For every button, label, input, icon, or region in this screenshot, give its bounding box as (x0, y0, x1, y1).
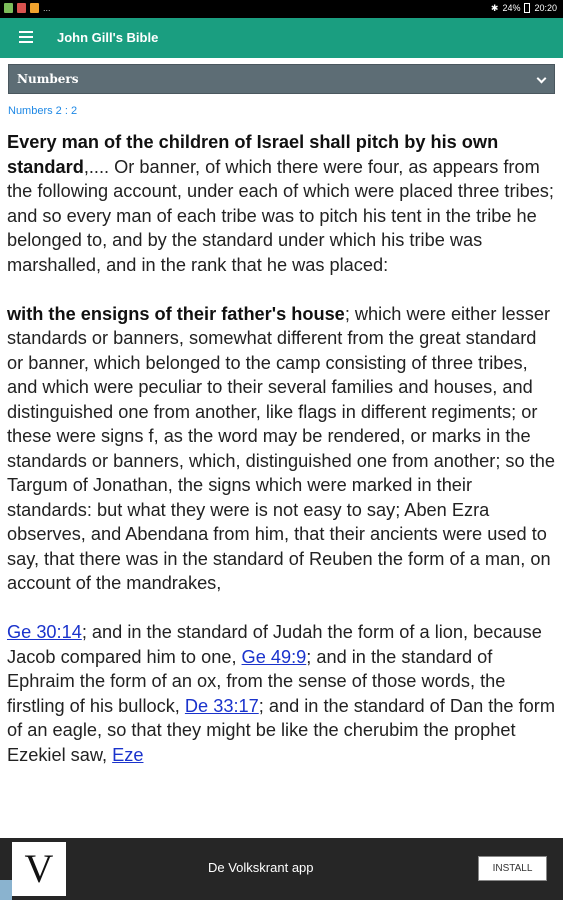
book-select-value: Numbers (17, 72, 79, 86)
commentary-body: ; and in the standard of Dan the form of an eagle, so that they might be like the cherubim the prophet Ezekiel saw, (7, 695, 555, 765)
app-bar (0, 18, 563, 58)
status-bar (0, 0, 563, 18)
commentary-body: ; and in the standard of Judah the form of a lion, because Jacob compared him to one, (7, 622, 542, 667)
app-title: John Gill's Bible (57, 30, 159, 45)
ad-title[interactable]: De Volkskrant app (208, 860, 314, 875)
install-button[interactable]: INSTALL (478, 856, 547, 881)
scripture-link-ge-49-9[interactable]: Ge 49:9 (241, 646, 307, 667)
more-notifications: ... (43, 3, 51, 13)
scripture-link-de-33-17[interactable]: De 33:17 (184, 695, 259, 716)
gallery-icon (4, 3, 13, 13)
status-left (4, 3, 51, 13)
ad-choices-icon[interactable] (0, 880, 12, 900)
bluetooth-icon: ✱ (490, 3, 499, 13)
commentary-text (7, 130, 557, 836)
verse-phrase: with the ensigns of their father's house (7, 303, 345, 324)
ad-logo[interactable] (12, 842, 66, 896)
ad-banner[interactable] (0, 838, 563, 900)
scripture-link-ge-30-14[interactable]: Ge 30:14 (7, 622, 82, 642)
commentary-paragraph (7, 302, 557, 596)
book-select[interactable] (8, 64, 555, 94)
commentary-body: ; and in the standard of Ephraim the form of an ox, from the sense of those words, the firstling of his bullock, (7, 646, 506, 716)
menu-icon[interactable] (19, 31, 33, 43)
battery-percent: 24% (502, 3, 521, 13)
status-right (491, 3, 557, 13)
mail-icon (17, 3, 26, 13)
notification-icon (30, 3, 39, 13)
battery-icon (524, 3, 530, 13)
verse-phrase: Every man of the children of Israel shall pitch by his own standard (7, 132, 499, 177)
ad-logo-letter: V (24, 846, 54, 891)
verse-reference[interactable]: Numbers 2 : 2 (8, 105, 78, 117)
commentary-paragraph (7, 130, 557, 277)
commentary-body: ; which were either lesser standards or banners, somewhat different from the great standard or banner, which belonged to the camp consisting of three tribes, and which were peculiar to their several families and houses, and distinguished one from another, like flags in different regiments; or these were signs f, as the word may be rendered, or marks in the standards or banners, which, distinguished one from another; so the Targum of Jonathan, the signs which were marked in their standards: but what they were is not easy to say; Aben Ezra observes, and Abendana from him, that their ancients were used to say, that there was in the standard of Reuben the form of a man, on account of the mandrakes, (7, 303, 555, 593)
scripture-link-eze[interactable]: Eze (112, 744, 144, 765)
chevron-down-icon (537, 74, 547, 84)
status-time: 20:20 (534, 3, 557, 13)
commentary-body: ,.... Or banner, of which there were four, as appears from the following account, under each of which were placed three tribes; and so every man of each tribe was to pitch his tent in the tribe he belonged to, and by the standard under which his tribe was marshalled, and in the rank that he was placed: (7, 156, 554, 275)
commentary-paragraph (7, 620, 557, 767)
